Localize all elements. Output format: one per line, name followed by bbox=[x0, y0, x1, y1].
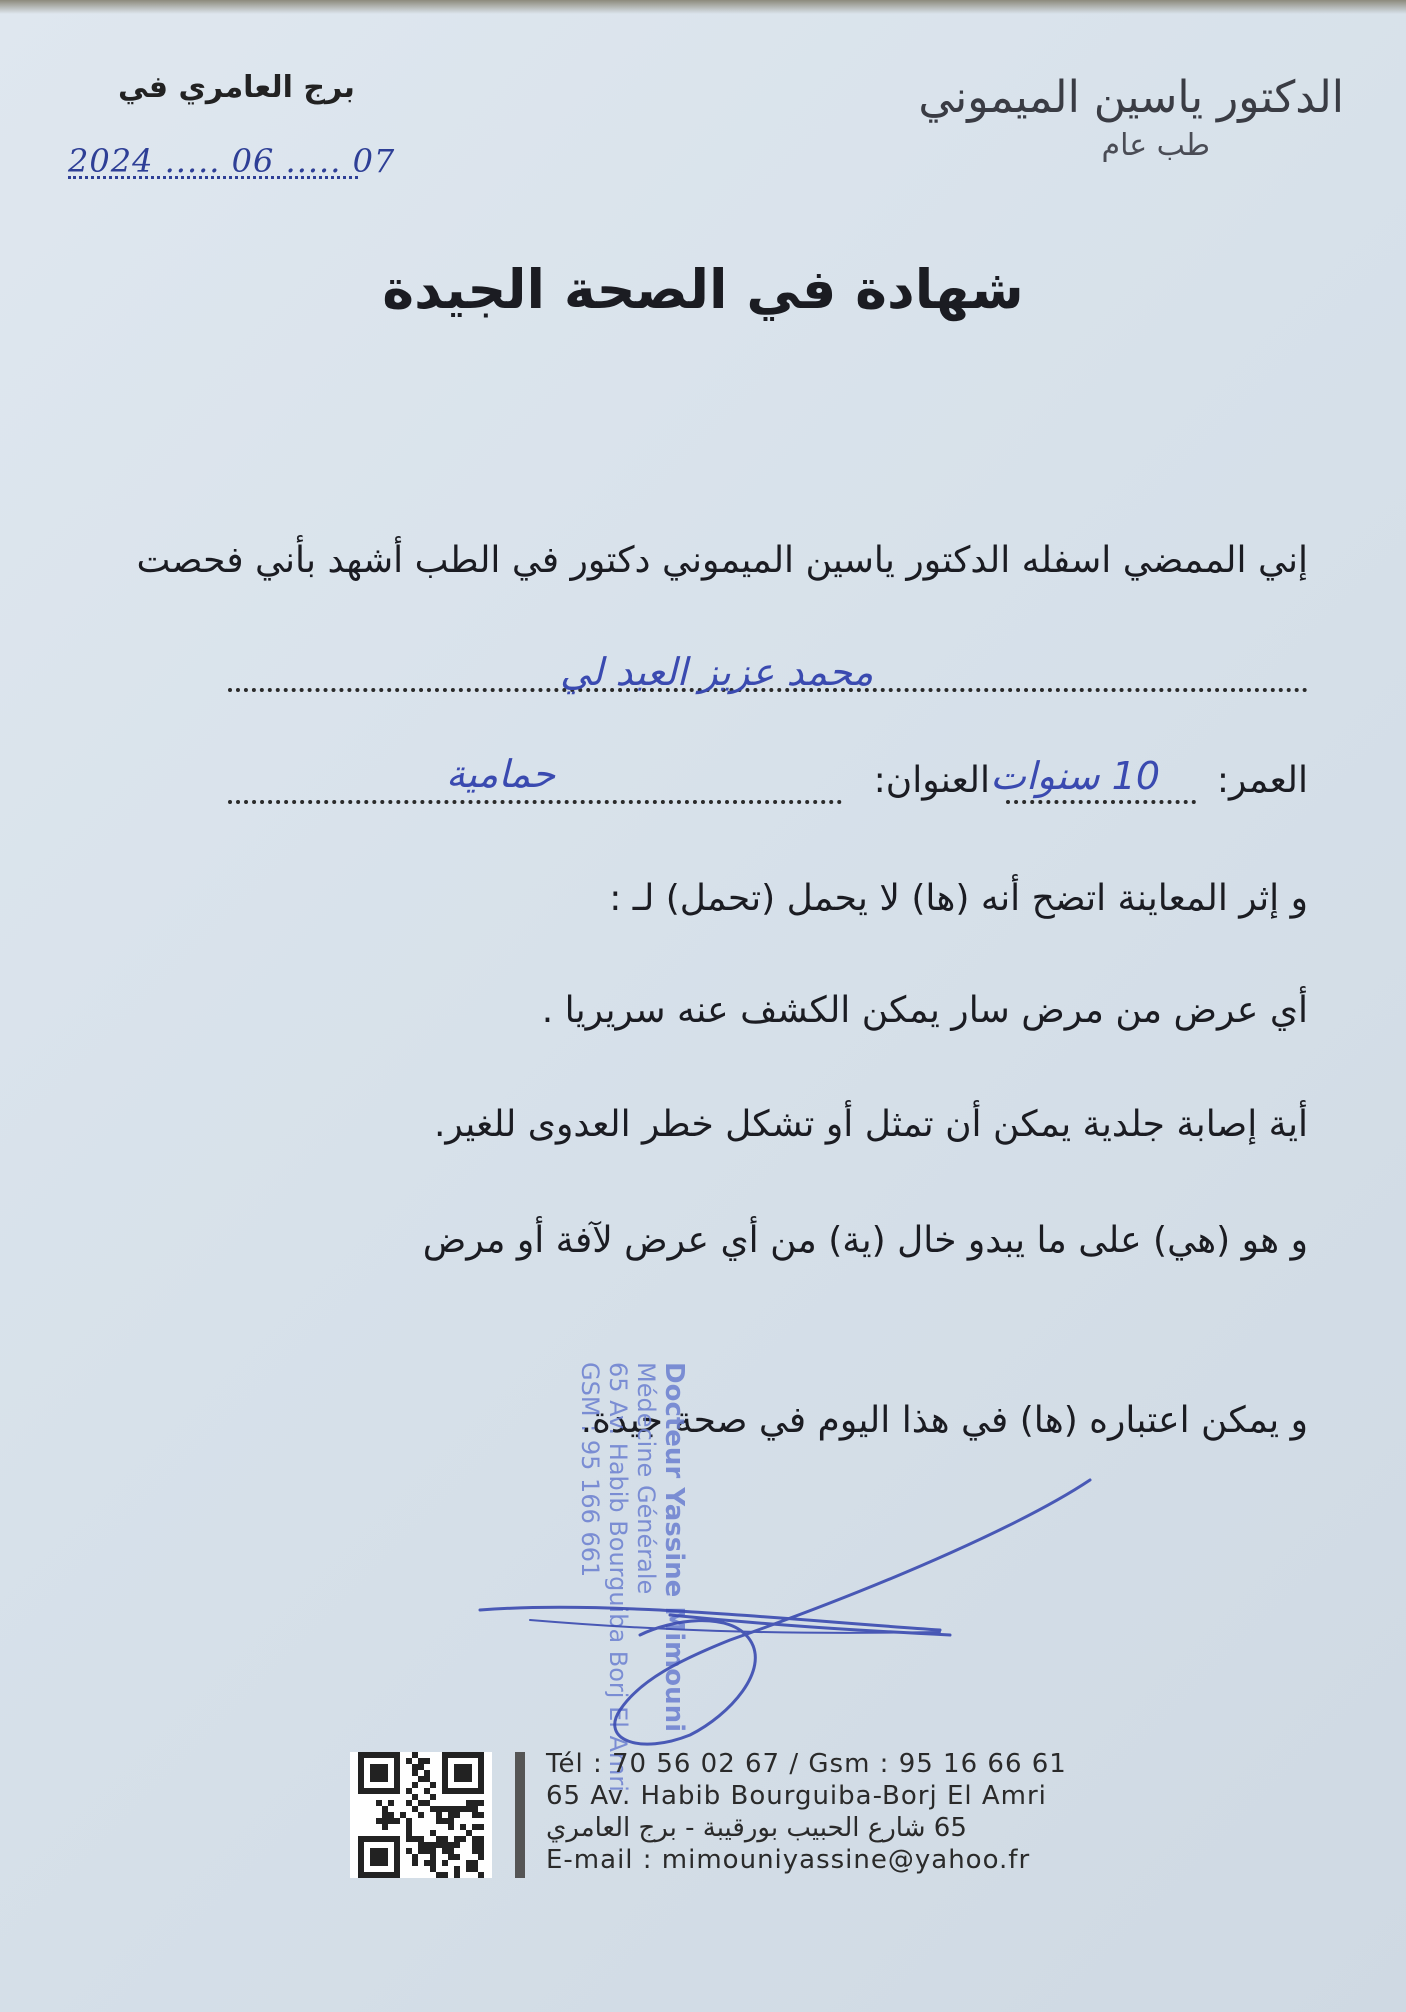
address-dotted-line bbox=[228, 800, 842, 804]
finding-item: أية إصابة جلدية يمكن أن تمثل أو تشكل خطر العدوى للغير. bbox=[433, 1104, 1308, 1145]
issue-place: برج العامري في bbox=[118, 70, 355, 105]
footer-email: E-mail : mimouniyassine@yahoo.fr bbox=[546, 1845, 1031, 1875]
doctor-name: الدكتور ياسين الميموني bbox=[918, 72, 1344, 123]
signature bbox=[470, 1470, 1110, 1750]
conclusion-line: و يمكن اعتباره (ها) في هذا اليوم في صحة جيدة. bbox=[580, 1400, 1308, 1441]
address-handwritten: حمامية bbox=[446, 752, 556, 796]
issue-date-handwritten: 2024 ..... 06 ..... 07 bbox=[68, 142, 396, 180]
certificate-title: شهادة في الصحة الجيدة bbox=[382, 258, 1024, 321]
statement-line: إني الممضي اسفله الدكتور ياسين الميموني دكتور في الطب أشهد بأني فحصت bbox=[136, 540, 1308, 581]
footer-address-ar: 65 شارع الحبيب بورقيبة - برج العامري bbox=[546, 1813, 967, 1843]
patient-name-handwritten: محمد عزيز العبد لي bbox=[560, 650, 874, 694]
finding-item: أي عرض من مرض سار يمكن الكشف عنه سريريا . bbox=[541, 990, 1308, 1031]
footer-phone: Tél : 70 56 02 67 / Gsm : 95 16 66 61 bbox=[546, 1749, 1067, 1779]
finding-item: و هو (هي) على ما يبدو خال (ية) من أي عرض لآفة أو مرض bbox=[422, 1220, 1308, 1261]
footer-address-fr: 65 Av. Habib Bourguiba-Borj El Amri bbox=[546, 1781, 1047, 1811]
age-handwritten: 10 سنوات bbox=[990, 754, 1160, 798]
address-label: العنوان: bbox=[873, 760, 990, 801]
stamp-line: Médecine Générale bbox=[632, 1362, 660, 1595]
age-address-row bbox=[228, 752, 1308, 810]
paper-edge-shadow bbox=[0, 0, 1406, 14]
findings-line: و إثر المعاينة اتضح أنه (ها) لا يحمل (تحمل) لـ : bbox=[609, 878, 1308, 919]
stamp-line: Docteur Yassine Mimouni bbox=[659, 1362, 689, 1733]
doctor-contact-footer bbox=[546, 1748, 1067, 1876]
stamp-line: GSM : 95 166 661 bbox=[576, 1362, 604, 1578]
doctor-specialty: طب عام bbox=[1101, 128, 1210, 163]
age-dotted-line bbox=[1006, 800, 1196, 804]
date-dotted-line bbox=[68, 176, 358, 179]
age-label: العمر: bbox=[1216, 760, 1308, 801]
footer-divider bbox=[515, 1752, 525, 1878]
qr-code bbox=[350, 1752, 492, 1878]
stamp-line: 65 Av. Habib Bourguiba Borj El Amri bbox=[604, 1362, 632, 1792]
